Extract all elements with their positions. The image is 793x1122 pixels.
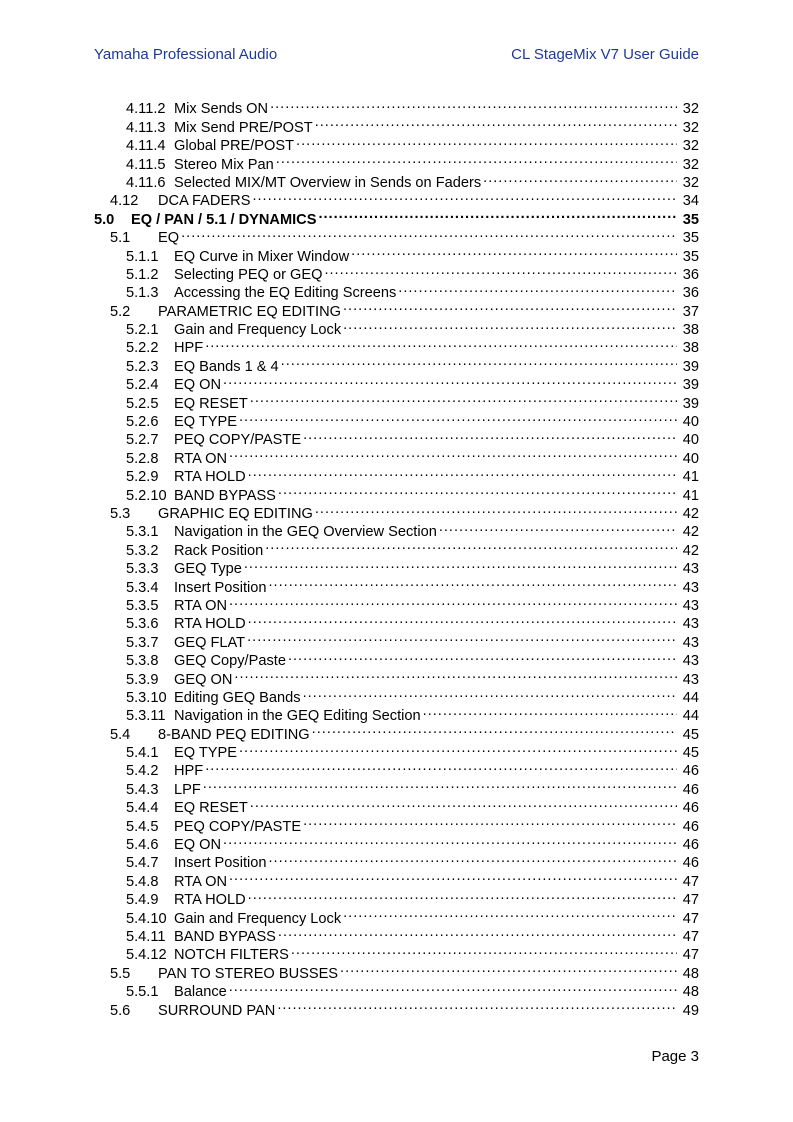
toc-entry[interactable]: [126, 426, 699, 449]
toc-leader-dots: [315, 500, 677, 518]
toc-entry-title: EQ RESET: [174, 800, 248, 817]
toc-entry[interactable]: [126, 739, 699, 762]
toc-leader-dots: [223, 371, 677, 389]
toc-leader-dots: [265, 536, 677, 554]
toc-entry-page: 43: [682, 561, 699, 578]
toc-leader-dots: [315, 113, 677, 131]
toc-entry-number: 5.4.12: [126, 947, 167, 964]
toc-entry-title: EQ ON: [174, 837, 222, 854]
toc-entry[interactable]: [110, 500, 699, 522]
toc-entry-title: EQ: [158, 230, 180, 247]
toc-leader-dots: [239, 408, 677, 426]
toc-entry-page: 39: [682, 358, 699, 375]
toc-leader-dots: [252, 187, 677, 205]
toc-entry-number: 5.5: [110, 965, 131, 982]
toc-entry-number: 5.0: [94, 211, 115, 228]
toc-entry-page: 32: [682, 174, 699, 191]
toc-entry-number: 5.3.4: [126, 579, 159, 596]
toc-entry-number: 5.2.5: [126, 395, 159, 412]
toc-entry-page: 32: [682, 101, 699, 118]
toc-entry-title: HPF: [174, 340, 204, 357]
toc-entry-page: 47: [682, 928, 699, 945]
toc-entry-title: Stereo Mix Pan: [174, 156, 274, 173]
toc-entry-title: Mix Send PRE/POST: [174, 119, 313, 136]
toc-leader-dots: [288, 647, 677, 665]
toc-entry-title: PEQ COPY/PASTE: [174, 432, 302, 449]
toc-entry-title: Balance: [174, 984, 227, 1001]
toc-entry-number: 5.3.7: [126, 634, 159, 651]
toc-leader-dots: [203, 775, 677, 793]
toc-leader-dots: [229, 592, 677, 610]
toc-entry-title: 8-BAND PEQ EDITING: [158, 726, 310, 743]
toc-leader-dots: [343, 316, 677, 334]
toc-entry-page: 46: [682, 855, 699, 872]
toc-entry[interactable]: [126, 702, 699, 725]
toc-entry-number: 5.1.1: [126, 248, 159, 265]
toc-entry-page: 48: [682, 984, 699, 1001]
toc-leader-dots: [281, 352, 677, 370]
toc-leader-dots: [205, 757, 677, 775]
toc-leader-dots: [296, 132, 677, 150]
toc-entry-number: 4.11.3: [126, 119, 166, 136]
header-company: Yamaha Professional Audio: [94, 46, 278, 63]
toc-leader-dots: [439, 518, 677, 536]
toc-entry-page: 35: [682, 211, 699, 228]
toc-entry-page: 41: [682, 469, 699, 486]
toc-entry-page: 35: [682, 230, 699, 247]
toc-leader-dots: [248, 463, 677, 481]
toc-entry-number: 5.4.11: [126, 928, 166, 945]
table-of-contents: [0, 95, 793, 1019]
toc-entry-title: RTA ON: [174, 450, 227, 467]
toc-entry-title: BAND BYPASS: [174, 487, 276, 504]
toc-leader-dots: [229, 978, 677, 996]
toc-leader-dots: [268, 573, 677, 591]
toc-entry-title: GEQ FLAT: [174, 634, 246, 651]
toc-leader-dots: [205, 334, 677, 352]
toc-entry[interactable]: [126, 684, 699, 706]
toc-entry-title: LPF: [174, 781, 201, 798]
toc-entry[interactable]: [126, 775, 699, 798]
toc-entry[interactable]: [126, 592, 699, 614]
toc-entry-title: GEQ Type: [174, 561, 242, 578]
toc-entry-title: Selected MIX/MT Overview in Sends on Faders: [174, 174, 482, 191]
toc-leader-dots: [312, 720, 677, 738]
toc-entry-title: EQ / PAN / 5.1 / DYNAMICS: [131, 211, 317, 228]
toc-entry-page: 47: [682, 947, 699, 964]
toc-entry-number: 5.1.3: [126, 285, 159, 302]
toc-entry-title: Gain and Frequency Lock: [174, 322, 342, 339]
toc-entry-page: 32: [682, 119, 699, 136]
toc-entry-number: 5.2.2: [126, 340, 159, 357]
toc-leader-dots: [229, 867, 677, 885]
toc-entry-page: 43: [682, 597, 699, 614]
toc-entry-page: 49: [682, 1002, 699, 1019]
toc-entry[interactable]: [126, 150, 699, 173]
toc-entry[interactable]: [126, 812, 699, 835]
toc-entry[interactable]: [126, 610, 699, 633]
toc-entry[interactable]: [110, 187, 699, 210]
toc-entry-number: 5.4.8: [126, 873, 159, 890]
toc-entry[interactable]: [126, 757, 699, 780]
toc-entry-title: GEQ Copy/Paste: [174, 653, 286, 670]
toc-entry[interactable]: [110, 996, 699, 1019]
toc-entry-page: 44: [682, 708, 699, 725]
toc-leader-dots: [270, 95, 677, 113]
toc-entry-page: 45: [682, 726, 699, 743]
toc-entry[interactable]: [126, 316, 699, 339]
toc-leader-dots: [303, 426, 677, 444]
toc-entry-title: EQ ON: [174, 377, 222, 394]
toc-entry-number: 5.2.10: [126, 487, 167, 504]
toc-entry-number: 5.4.4: [126, 800, 159, 817]
toc-entry[interactable]: [126, 665, 699, 688]
toc-entry[interactable]: [126, 536, 699, 559]
toc-leader-dots: [291, 941, 677, 959]
toc-entry-title: Navigation in the GEQ Overview Section: [174, 524, 437, 541]
toc-entry-page: 47: [682, 892, 699, 909]
toc-entry[interactable]: [126, 169, 699, 191]
toc-leader-dots: [423, 702, 677, 720]
toc-leader-dots: [278, 923, 677, 941]
toc-entry[interactable]: [126, 923, 699, 945]
toc-entry-number: 4.11.6: [126, 174, 166, 191]
toc-entry-title: EQ Curve in Mixer Window: [174, 248, 350, 265]
page-number: Page 3: [651, 1048, 699, 1065]
toc-entry-page: 46: [682, 763, 699, 780]
toc-entry-title: Selecting PEQ or GEQ: [174, 266, 323, 283]
toc-entry[interactable]: [110, 720, 699, 743]
toc-entry-number: 5.3.6: [126, 616, 159, 633]
toc-entry[interactable]: [126, 481, 699, 504]
toc-entry-number: 5.3.5: [126, 597, 159, 614]
toc-entry[interactable]: [126, 371, 699, 394]
toc-leader-dots: [181, 224, 677, 242]
toc-entry-number: 5.2.4: [126, 377, 159, 394]
toc-entry-title: Global PRE/POST: [174, 138, 295, 155]
toc-entry-number: 5.1.2: [126, 266, 159, 283]
toc-leader-dots: [239, 739, 677, 757]
toc-entry-number: 5.4.7: [126, 855, 159, 872]
toc-entry-title: DCA FADERS: [158, 193, 251, 210]
toc-entry-page: 47: [682, 873, 699, 890]
toc-entry-page: 42: [682, 505, 699, 522]
toc-entry-title: SURROUND PAN: [158, 1002, 276, 1019]
toc-entry-page: 40: [682, 414, 699, 431]
toc-entry-title: GRAPHIC EQ EDITING: [158, 505, 313, 522]
toc-entry-number: 4.11.4: [126, 138, 166, 155]
toc-entry[interactable]: [126, 334, 699, 357]
toc-entry-page: 46: [682, 800, 699, 817]
toc-leader-dots: [398, 279, 677, 297]
toc-entry-page: 35: [682, 248, 699, 265]
toc-entry-title: EQ Bands 1 & 4: [174, 358, 279, 375]
toc-entry[interactable]: [126, 518, 699, 541]
toc-entry-page: 43: [682, 579, 699, 596]
toc-leader-dots: [250, 794, 677, 812]
toc-entry-number: 5.2.7: [126, 432, 159, 449]
toc-entry[interactable]: [126, 279, 699, 302]
toc-entry[interactable]: [126, 408, 699, 431]
toc-leader-dots: [247, 628, 677, 646]
toc-leader-dots: [277, 996, 677, 1014]
toc-leader-dots: [229, 444, 677, 462]
toc-entry-title: NOTCH FILTERS: [174, 947, 289, 964]
toc-entry-number: 4.12: [110, 193, 139, 210]
toc-entry-number: 5.2.1: [126, 322, 159, 339]
toc-entry-page: 43: [682, 634, 699, 651]
toc-leader-dots: [234, 665, 677, 683]
toc-entry-page: 44: [682, 689, 699, 706]
toc-leader-dots: [343, 904, 677, 922]
toc-entry-page: 40: [682, 432, 699, 449]
toc-entry[interactable]: [126, 132, 699, 155]
toc-leader-dots: [250, 389, 677, 407]
toc-entry-page: 41: [682, 487, 699, 504]
toc-entry-title: RTA HOLD: [174, 469, 246, 486]
toc-leader-dots: [303, 684, 677, 702]
toc-entry-number: 5.4.9: [126, 892, 159, 909]
toc-entry[interactable]: [126, 849, 699, 872]
toc-leader-dots: [248, 886, 677, 904]
toc-leader-dots: [340, 959, 677, 977]
toc-entry[interactable]: [126, 95, 699, 118]
toc-entry-title: GEQ ON: [174, 671, 233, 688]
toc-entry[interactable]: [126, 647, 699, 670]
toc-entry[interactable]: [126, 628, 699, 651]
toc-entry-number: 5.5.1: [126, 984, 159, 1001]
toc-entry-number: 5.2.6: [126, 414, 159, 431]
toc-entry-number: 5.3: [110, 505, 131, 522]
toc-entry-title: HPF: [174, 763, 204, 780]
toc-entry-title: Insert Position: [174, 579, 267, 596]
toc-entry[interactable]: [126, 444, 699, 467]
toc-entry-page: 43: [682, 671, 699, 688]
toc-entry-page: 32: [682, 156, 699, 173]
toc-entry[interactable]: [126, 978, 699, 1001]
toc-leader-dots: [244, 555, 677, 573]
toc-entry[interactable]: [126, 389, 699, 412]
toc-entry-number: 5.3.8: [126, 653, 159, 670]
toc-entry-page: 46: [682, 818, 699, 835]
toc-entry[interactable]: [126, 904, 699, 927]
toc-entry-number: 5.1: [110, 230, 131, 247]
toc-leader-dots: [248, 610, 677, 628]
toc-entry-page: 47: [682, 910, 699, 927]
toc-entry-page: 48: [682, 965, 699, 982]
toc-entry-title: RTA HOLD: [174, 892, 246, 909]
toc-leader-dots: [223, 831, 677, 849]
toc-entry-title: Insert Position: [174, 855, 267, 872]
toc-entry-number: 5.4.5: [126, 818, 159, 835]
toc-leader-dots: [483, 169, 677, 187]
toc-entry[interactable]: [126, 113, 699, 136]
toc-entry-page: 43: [682, 653, 699, 670]
page-header: [94, 46, 699, 68]
toc-entry-page: 38: [682, 322, 699, 339]
toc-leader-dots: [276, 150, 677, 168]
toc-leader-dots: [268, 849, 677, 867]
toc-entry-title: RTA ON: [174, 873, 227, 890]
toc-entry-title: Gain and Frequency Lock: [174, 910, 342, 927]
toc-entry-title: PEQ COPY/PASTE: [174, 818, 302, 835]
toc-entry-title: Navigation in the GEQ Editing Section: [174, 708, 421, 725]
toc-entry[interactable]: [126, 886, 699, 909]
toc-entry-number: 5.3.2: [126, 542, 159, 559]
toc-entry-title: Editing GEQ Bands: [174, 689, 301, 706]
toc-entry[interactable]: [94, 205, 699, 228]
toc-entry-number: 5.2.3: [126, 358, 159, 375]
toc-leader-dots: [278, 481, 677, 499]
toc-entry-page: 40: [682, 450, 699, 467]
toc-entry-title: BAND BYPASS: [174, 928, 276, 945]
toc-entry-number: 5.3.3: [126, 561, 159, 578]
toc-leader-dots: [343, 297, 677, 315]
toc-leader-dots: [303, 812, 677, 830]
toc-entry-number: 5.6: [110, 1002, 131, 1019]
toc-entry-page: 38: [682, 340, 699, 357]
toc-entry-number: 5.4.1: [126, 745, 159, 762]
toc-entry-title: Rack Position: [174, 542, 264, 559]
toc-entry-page: 42: [682, 542, 699, 559]
toc-entry-number: 5.2.9: [126, 469, 159, 486]
toc-entry-number: 5.4.6: [126, 837, 159, 854]
toc-entry-title: Accessing the EQ Editing Screens: [174, 285, 397, 302]
toc-entry-page: 36: [682, 285, 699, 302]
toc-entry-page: 46: [682, 837, 699, 854]
toc-entry-number: 5.4.3: [126, 781, 159, 798]
toc-entry-title: PAN TO STEREO BUSSES: [158, 965, 339, 982]
toc-entry-page: 37: [682, 303, 699, 320]
header-document-title: CL StageMix V7 User Guide: [511, 46, 699, 63]
toc-entry-number: 5.2.8: [126, 450, 159, 467]
toc-entry-page: 43: [682, 616, 699, 633]
toc-entry-number: 5.4: [110, 726, 131, 743]
toc-entry-page: 45: [682, 745, 699, 762]
toc-entry-page: 36: [682, 266, 699, 283]
toc-entry-number: 4.11.5: [126, 156, 166, 173]
toc-entry[interactable]: [126, 794, 699, 817]
toc-entry[interactable]: [110, 297, 699, 320]
toc-entry-page: 34: [682, 193, 699, 210]
toc-entry-page: 32: [682, 138, 699, 155]
toc-entry-title: RTA HOLD: [174, 616, 246, 633]
toc-entry-number: 5.2: [110, 303, 131, 320]
toc-entry[interactable]: [126, 352, 699, 375]
toc-entry[interactable]: [126, 242, 699, 265]
toc-entry-page: 46: [682, 781, 699, 798]
toc-leader-dots: [318, 205, 677, 223]
toc-entry-title: Mix Sends ON: [174, 101, 269, 118]
toc-entry[interactable]: [110, 959, 699, 982]
toc-entry-title: EQ RESET: [174, 395, 248, 412]
toc-entry[interactable]: [126, 831, 699, 854]
toc-entry-number: 5.3.9: [126, 671, 159, 688]
toc-leader-dots: [351, 242, 677, 260]
toc-entry[interactable]: [126, 573, 699, 596]
toc-leader-dots: [324, 261, 677, 279]
toc-entry[interactable]: [126, 463, 699, 486]
toc-entry-title: EQ TYPE: [174, 745, 237, 762]
toc-entry-title: RTA ON: [174, 597, 227, 614]
toc-entry[interactable]: [126, 867, 699, 890]
toc-entry-number: 5.4.10: [126, 910, 167, 927]
toc-entry-page: 39: [682, 395, 699, 412]
toc-entry-number: 4.11.2: [126, 101, 166, 118]
toc-entry-page: 42: [682, 524, 699, 541]
toc-entry[interactable]: [110, 224, 699, 247]
toc-entry-number: 5.3.1: [126, 524, 159, 541]
toc-entry[interactable]: [126, 261, 699, 283]
toc-entry-title: PARAMETRIC EQ EDITING: [158, 303, 341, 320]
toc-entry-number: 5.4.2: [126, 763, 159, 780]
toc-entry-title: EQ TYPE: [174, 414, 237, 431]
toc-entry-number: 5.3.11: [126, 708, 166, 725]
toc-entry-page: 39: [682, 377, 699, 394]
toc-entry[interactable]: [126, 555, 699, 578]
toc-entry[interactable]: [126, 941, 699, 964]
toc-entry-number: 5.3.10: [126, 689, 167, 706]
